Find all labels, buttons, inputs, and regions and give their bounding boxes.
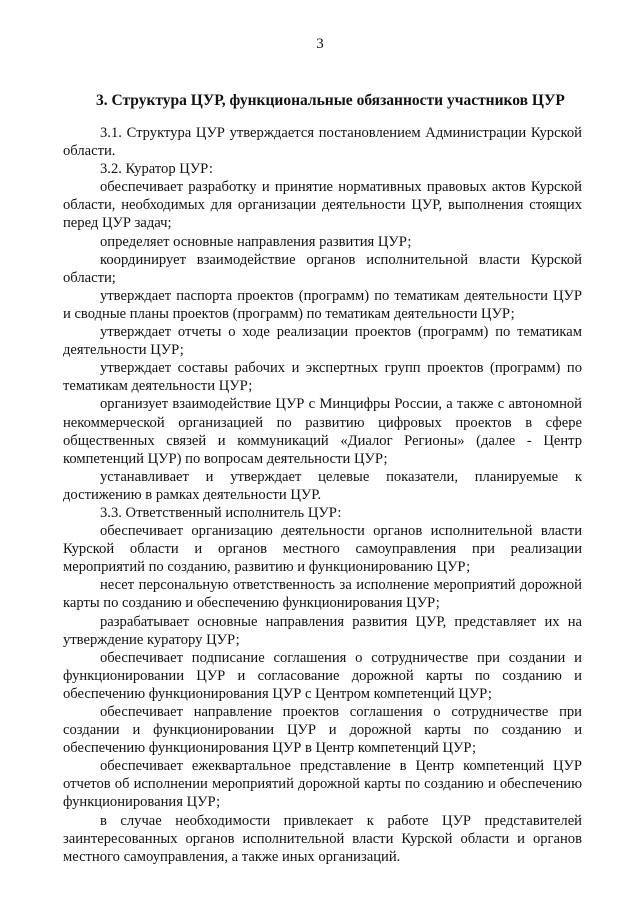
list-item: в случае необходимости привлекает к работе ЦУР представителей заинтересованных органов исполнительной власти Курской области и органов местного самоуправления, а также иных организаций. <box>63 812 582 865</box>
list-item: разрабатывает основные направления развития ЦУР, представляет их на утверждение куратору ЦУР; <box>63 613 582 648</box>
list-item: утверждает составы рабочих и экспертных групп проектов (программ) по тематикам деятельности ЦУР; <box>63 360 582 395</box>
list-item: обеспечивает разработку и принятие нормативных правовых актов Курской области, необходимых для организации деятельности ЦУР, выполнения стоящих перед ЦУР задач; <box>63 179 582 232</box>
list-item: организует взаимодействие ЦУР с Минцифры России, а также с автономной некоммерческой организацией по развитию цифровых проектов в сфере общественных связей и коммуникаций «Диалог Регионы» (далее - Центр компетенций ЦУР) по вопросам деятельности ЦУР; <box>63 396 582 467</box>
list-item: утверждает отчеты о ходе реализации проектов (программ) по тематикам деятельности ЦУР; <box>63 324 582 359</box>
list-item: координирует взаимодействие органов исполнительной власти Курской области; <box>63 251 582 286</box>
list-item: обеспечивает ежеквартальное представление в Центр компетенций ЦУР отчетов об исполнении мероприятий дорожной карты по созданию и обеспечению функционирования ЦУР; <box>63 758 582 811</box>
paragraph-3-1: 3.1. Структура ЦУР утверждается постановлением Администрации Курской области. <box>63 125 582 160</box>
list-item: устанавливает и утверждает целевые показатели, планируемые к достижению в рамках деятельности ЦУР. <box>63 468 582 503</box>
list-item: утверждает паспорта проектов (программ) по тематикам деятельности ЦУР и сводные планы проектов (программ) по тематикам деятельности ЦУР; <box>63 287 582 322</box>
section-heading: 3. Структура ЦУР, функциональные обязанности участников ЦУР <box>96 92 565 109</box>
paragraph-3-2-title: 3.2. Куратор ЦУР: <box>100 161 213 178</box>
list-item: несет персональную ответственность за исполнение мероприятий дорожной карты по созданию и обеспечению функционирования ЦУР; <box>63 577 582 612</box>
page-number: 3 <box>316 36 324 52</box>
document-body <box>63 124 582 866</box>
list-item: обеспечивает подписание соглашения о сотрудничестве при создании и функционировании ЦУР и согласование дорожной карты по созданию и обеспечению функционирования ЦУР с Центром компетенций ЦУР; <box>63 649 582 702</box>
list-item: обеспечивает направление проектов соглашения о сотрудничестве при создании и функционировании ЦУР и дорожной карты по созданию и обеспечению функционирования ЦУР в Центр компетенций ЦУР; <box>63 704 582 757</box>
paragraph-3-3-title: 3.3. Ответственный исполнитель ЦУР: <box>100 504 342 521</box>
list-item: определяет основные направления развития ЦУР; <box>100 233 412 250</box>
list-item: обеспечивает организацию деятельности органов исполнительной власти Курской области и органов местного самоуправления при реализации мероприятий по созданию, развитию и функционированию ЦУР; <box>63 523 582 576</box>
